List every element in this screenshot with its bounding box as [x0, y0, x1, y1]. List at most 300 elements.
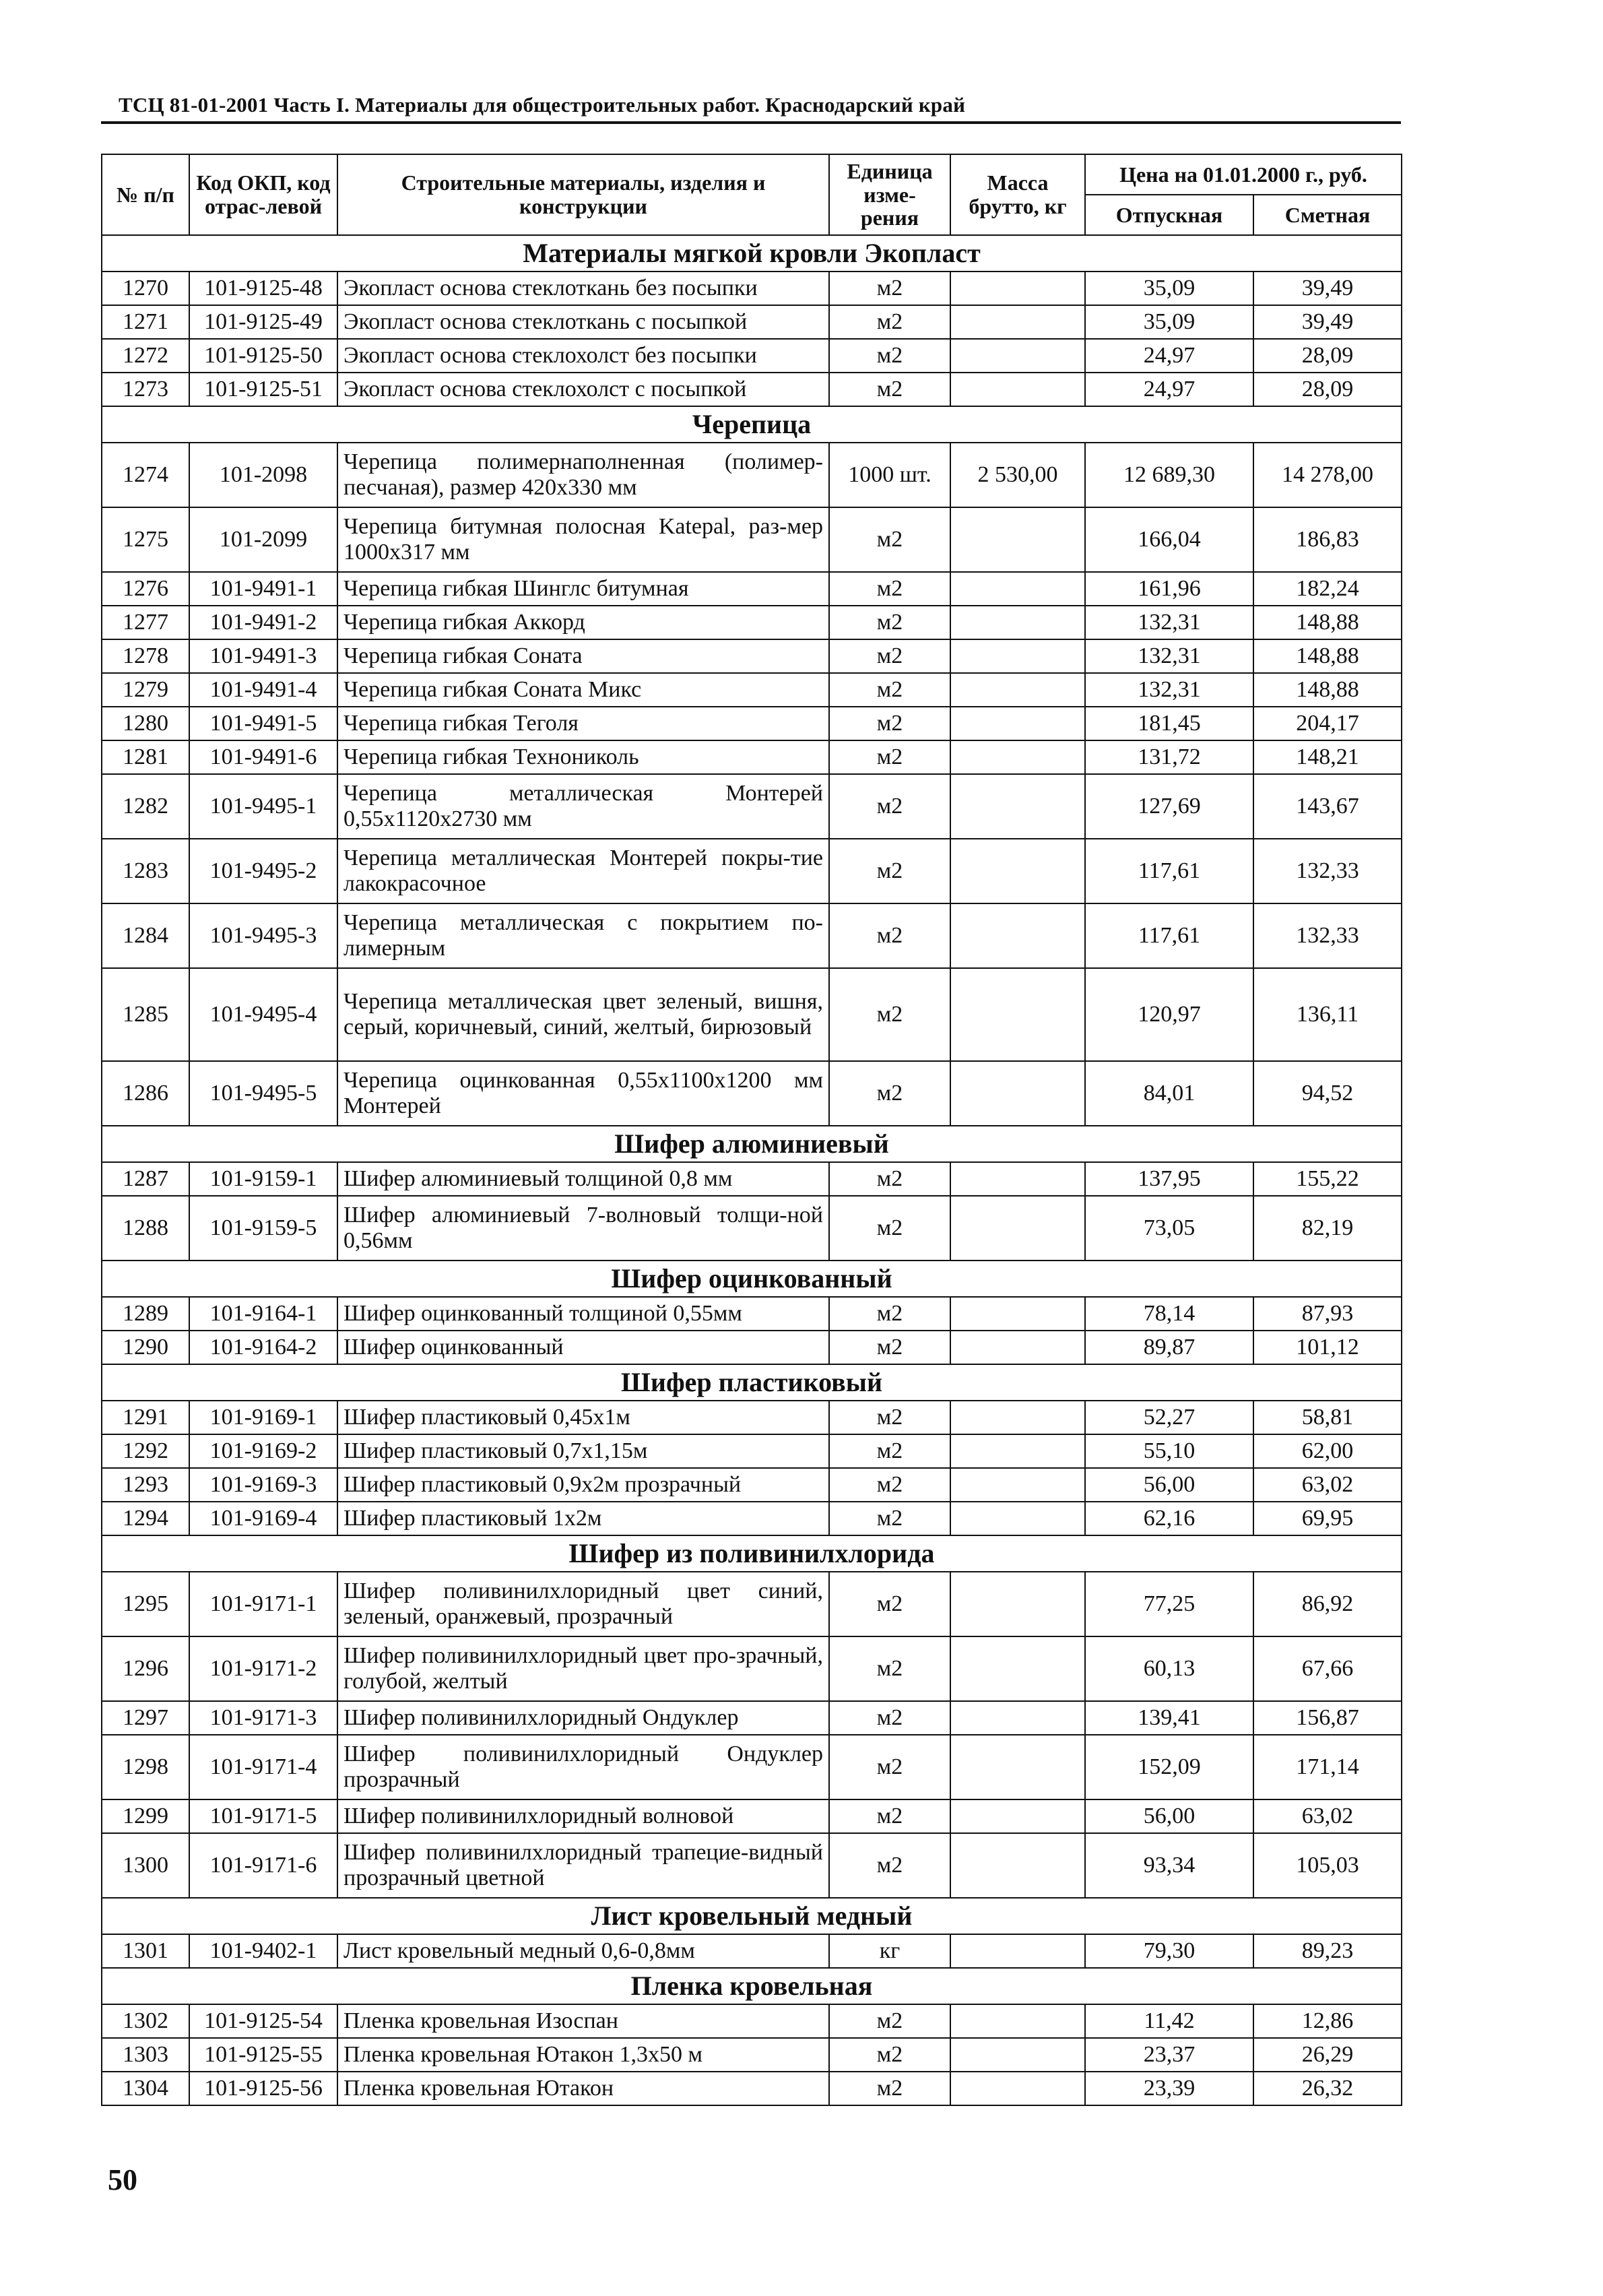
cell-name: Шифер пластиковый 0,9х2м прозрачный [337, 1468, 829, 1502]
table-row [102, 1934, 1402, 1968]
cell-code: 101-9171-1 [189, 1572, 337, 1636]
cell-name: Черепица гибкая Соната Микс [337, 673, 829, 707]
cell-unit: м2 [829, 673, 950, 707]
section-header-row [102, 1126, 1402, 1162]
cell-code: 101-9125-51 [189, 373, 337, 406]
section-header-row [102, 1535, 1402, 1572]
cell-price-release: 55,10 [1085, 1434, 1253, 1468]
cell-mass [950, 639, 1085, 673]
table-row [102, 373, 1402, 406]
table-row [102, 2072, 1402, 2105]
cell-price-estimate: 186,83 [1253, 507, 1402, 572]
cell-mass [950, 1799, 1085, 1833]
cell-code: 101-9491-1 [189, 572, 337, 606]
cell-code: 101-9169-3 [189, 1468, 337, 1502]
cell-name: Шифер пластиковый 0,7х1,15м [337, 1434, 829, 1468]
col-header-mass: Масса брутто, кг [950, 154, 1085, 235]
cell-unit: м2 [829, 1297, 950, 1331]
cell-unit: м2 [829, 507, 950, 572]
cell-price-release: 139,41 [1085, 1701, 1253, 1735]
cell-name: Черепица полимернаполненная (полимер-песчаная), размер 420х330 мм [337, 443, 829, 507]
table-row [102, 1434, 1402, 1468]
cell-code: 101-2098 [189, 443, 337, 507]
cell-mass [950, 606, 1085, 639]
section-title: Шифер оцинкованный [102, 1261, 1402, 1297]
cell-price-estimate: 204,17 [1253, 707, 1402, 740]
cell-num: 1273 [102, 373, 189, 406]
cell-code: 101-9495-1 [189, 774, 337, 839]
cell-mass [950, 774, 1085, 839]
cell-mass [950, 903, 1085, 968]
cell-price-estimate: 26,32 [1253, 2072, 1402, 2105]
cell-unit: м2 [829, 1502, 950, 1535]
cell-price-estimate: 148,88 [1253, 606, 1402, 639]
cell-price-release: 79,30 [1085, 1934, 1253, 1968]
cell-price-estimate: 155,22 [1253, 1162, 1402, 1196]
cell-unit: м2 [829, 903, 950, 968]
table-row [102, 774, 1402, 839]
cell-price-release: 131,72 [1085, 740, 1253, 774]
cell-code: 101-9491-3 [189, 639, 337, 673]
cell-code: 101-9495-4 [189, 968, 337, 1061]
cell-price-release: 60,13 [1085, 1636, 1253, 1701]
cell-price-estimate: 39,49 [1253, 272, 1402, 305]
section-header-row [102, 1968, 1402, 2004]
cell-mass [950, 1331, 1085, 1364]
section-header-row [102, 235, 1402, 272]
cell-unit: м2 [829, 1061, 950, 1126]
cell-name: Шифер поливинилхлоридный трапецие-видный прозрачный цветной [337, 1833, 829, 1898]
cell-price-release: 84,01 [1085, 1061, 1253, 1126]
col-header-num: № п/п [102, 154, 189, 235]
cell-code: 101-9171-6 [189, 1833, 337, 1898]
cell-price-release: 11,42 [1085, 2004, 1253, 2038]
cell-unit: м2 [829, 968, 950, 1061]
cell-price-release: 24,97 [1085, 373, 1253, 406]
table-row [102, 707, 1402, 740]
cell-name: Шифер пластиковый 1х2м [337, 1502, 829, 1535]
cell-name: Шифер алюминиевый 7-волновый толщи-ной 0,56мм [337, 1196, 829, 1261]
cell-mass [950, 305, 1085, 339]
cell-price-release: 120,97 [1085, 968, 1253, 1061]
cell-unit: м2 [829, 1799, 950, 1833]
cell-num: 1300 [102, 1833, 189, 1898]
col-header-code: Код ОКП, код отрас-левой [189, 154, 337, 235]
cell-price-estimate: 105,03 [1253, 1833, 1402, 1898]
cell-num: 1285 [102, 968, 189, 1061]
cell-num: 1303 [102, 2038, 189, 2072]
cell-price-release: 152,09 [1085, 1735, 1253, 1799]
cell-mass [950, 1468, 1085, 1502]
cell-unit: м2 [829, 2038, 950, 2072]
cell-unit: м2 [829, 1331, 950, 1364]
cell-price-estimate: 39,49 [1253, 305, 1402, 339]
cell-name: Экопласт основа стеклоткань без посыпки [337, 272, 829, 305]
cell-num: 1290 [102, 1331, 189, 1364]
cell-num: 1286 [102, 1061, 189, 1126]
cell-price-estimate: 148,88 [1253, 639, 1402, 673]
cell-price-release: 137,95 [1085, 1162, 1253, 1196]
table-row [102, 339, 1402, 373]
cell-num: 1276 [102, 572, 189, 606]
cell-num: 1278 [102, 639, 189, 673]
cell-price-estimate: 63,02 [1253, 1799, 1402, 1833]
cell-name: Черепица гибкая Теголя [337, 707, 829, 740]
cell-price-estimate: 171,14 [1253, 1735, 1402, 1799]
cell-unit: м2 [829, 839, 950, 903]
cell-code: 101-9125-56 [189, 2072, 337, 2105]
cell-num: 1288 [102, 1196, 189, 1261]
table-row [102, 968, 1402, 1061]
header-rule [101, 121, 1401, 124]
cell-code: 101-9491-5 [189, 707, 337, 740]
cell-unit: м2 [829, 1735, 950, 1799]
cell-mass [950, 1934, 1085, 1968]
cell-price-estimate: 101,12 [1253, 1331, 1402, 1364]
cell-price-estimate: 12,86 [1253, 2004, 1402, 2038]
cell-num: 1296 [102, 1636, 189, 1701]
cell-price-estimate: 89,23 [1253, 1934, 1402, 1968]
cell-price-estimate: 94,52 [1253, 1061, 1402, 1126]
cell-price-estimate: 69,95 [1253, 1502, 1402, 1535]
cell-num: 1280 [102, 707, 189, 740]
cell-price-estimate: 132,33 [1253, 903, 1402, 968]
cell-unit: м2 [829, 572, 950, 606]
cell-mass [950, 1502, 1085, 1535]
cell-mass [950, 1701, 1085, 1735]
cell-price-release: 35,09 [1085, 272, 1253, 305]
cell-name: Экопласт основа стеклохолст с посыпкой [337, 373, 829, 406]
cell-mass [950, 707, 1085, 740]
cell-unit: м2 [829, 606, 950, 639]
section-title: Шифер алюминиевый [102, 1126, 1402, 1162]
cell-price-estimate: 28,09 [1253, 339, 1402, 373]
table-row [102, 1502, 1402, 1535]
section-title: Черепица [102, 406, 1402, 443]
cell-name: Черепица металлическая Монтерей 0,55х1120х2730 мм [337, 774, 829, 839]
cell-unit: м2 [829, 305, 950, 339]
cell-code: 101-9171-2 [189, 1636, 337, 1701]
cell-price-release: 35,09 [1085, 305, 1253, 339]
cell-mass [950, 1297, 1085, 1331]
page-number: 50 [108, 2163, 137, 2196]
table-row [102, 2038, 1402, 2072]
cell-name: Экопласт основа стеклоткань с посыпкой [337, 305, 829, 339]
cell-price-release: 12 689,30 [1085, 443, 1253, 507]
cell-name: Шифер поливинилхлоридный Ондуклер прозрачный [337, 1735, 829, 1799]
table-row [102, 673, 1402, 707]
cell-mass [950, 2072, 1085, 2105]
cell-price-estimate: 87,93 [1253, 1297, 1402, 1331]
cell-mass [950, 1434, 1085, 1468]
cell-name: Шифер пластиковый 0,45х1м [337, 1401, 829, 1434]
cell-price-release: 117,61 [1085, 839, 1253, 903]
cell-price-release: 52,27 [1085, 1401, 1253, 1434]
cell-mass [950, 272, 1085, 305]
cell-num: 1293 [102, 1468, 189, 1502]
cell-num: 1301 [102, 1934, 189, 1968]
cell-num: 1282 [102, 774, 189, 839]
cell-price-release: 89,87 [1085, 1331, 1253, 1364]
cell-name: Черепица гибкая Технониколь [337, 740, 829, 774]
cell-mass [950, 572, 1085, 606]
cell-unit: м2 [829, 1572, 950, 1636]
table-row [102, 2004, 1402, 2038]
cell-price-release: 56,00 [1085, 1799, 1253, 1833]
table-row [102, 1572, 1402, 1636]
cell-price-estimate: 14 278,00 [1253, 443, 1402, 507]
cell-code: 101-9169-4 [189, 1502, 337, 1535]
cell-code: 101-9495-5 [189, 1061, 337, 1126]
cell-price-release: 166,04 [1085, 507, 1253, 572]
table-row [102, 1735, 1402, 1799]
cell-price-estimate: 58,81 [1253, 1401, 1402, 1434]
cell-price-estimate: 62,00 [1253, 1434, 1402, 1468]
cell-unit: м2 [829, 2072, 950, 2105]
cell-mass [950, 1735, 1085, 1799]
cell-code: 101-9159-1 [189, 1162, 337, 1196]
cell-price-release: 24,97 [1085, 339, 1253, 373]
cell-unit: м2 [829, 1434, 950, 1468]
table-row [102, 1799, 1402, 1833]
cell-price-release: 181,45 [1085, 707, 1253, 740]
section-title: Лист кровельный медный [102, 1898, 1402, 1934]
table-row [102, 1162, 1402, 1196]
cell-num: 1284 [102, 903, 189, 968]
cell-num: 1289 [102, 1297, 189, 1331]
cell-code: 101-9164-2 [189, 1331, 337, 1364]
cell-unit: м2 [829, 1162, 950, 1196]
cell-price-estimate: 156,87 [1253, 1701, 1402, 1735]
cell-code: 101-9491-4 [189, 673, 337, 707]
col-header-price-release: Отпускная [1085, 195, 1253, 235]
cell-name: Пленка кровельная Ютакон 1,3х50 м [337, 2038, 829, 2072]
table-body [102, 235, 1402, 2105]
table-row [102, 1297, 1402, 1331]
col-header-price-group: Цена на 01.01.2000 г., руб. [1085, 154, 1402, 195]
cell-price-release: 23,39 [1085, 2072, 1253, 2105]
cell-name: Черепица гибкая Соната [337, 639, 829, 673]
cell-price-release: 132,31 [1085, 606, 1253, 639]
cell-price-estimate: 67,66 [1253, 1636, 1402, 1701]
cell-unit: м2 [829, 1636, 950, 1701]
cell-unit: м2 [829, 1701, 950, 1735]
cell-num: 1302 [102, 2004, 189, 2038]
table-row [102, 606, 1402, 639]
cell-name: Черепица металлическая Монтерей покры-тие лакокрасочное [337, 839, 829, 903]
cell-name: Пленка кровельная Ютакон [337, 2072, 829, 2105]
cell-unit: м2 [829, 639, 950, 673]
cell-mass [950, 740, 1085, 774]
cell-mass [950, 673, 1085, 707]
cell-price-estimate: 26,29 [1253, 2038, 1402, 2072]
cell-price-release: 132,31 [1085, 673, 1253, 707]
cell-price-estimate: 148,21 [1253, 740, 1402, 774]
col-header-price-estimate: Сметная [1253, 195, 1402, 235]
cell-unit: кг [829, 1934, 950, 1968]
table-row [102, 272, 1402, 305]
cell-num: 1274 [102, 443, 189, 507]
cell-price-release: 117,61 [1085, 903, 1253, 968]
col-header-unit: Единица изме-рения [829, 154, 950, 235]
section-title: Шифер пластиковый [102, 1364, 1402, 1401]
cell-price-estimate: 148,88 [1253, 673, 1402, 707]
table-row [102, 639, 1402, 673]
cell-code: 101-9125-48 [189, 272, 337, 305]
cell-price-release: 56,00 [1085, 1468, 1253, 1502]
cell-price-release: 127,69 [1085, 774, 1253, 839]
cell-code: 101-9125-55 [189, 2038, 337, 2072]
cell-num: 1277 [102, 606, 189, 639]
cell-name: Шифер оцинкованный толщиной 0,55мм [337, 1297, 829, 1331]
cell-price-estimate: 82,19 [1253, 1196, 1402, 1261]
cell-unit: м2 [829, 373, 950, 406]
header-row-1 [102, 154, 1402, 195]
cell-num: 1297 [102, 1701, 189, 1735]
cell-price-estimate: 86,92 [1253, 1572, 1402, 1636]
section-title: Пленка кровельная [102, 1968, 1402, 2004]
cell-name: Шифер поливинилхлоридный цвет про-зрачный, голубой, желтый [337, 1636, 829, 1701]
cell-name: Пленка кровельная Изоспан [337, 2004, 829, 2038]
cell-mass [950, 507, 1085, 572]
cell-code: 101-2099 [189, 507, 337, 572]
table-row [102, 1196, 1402, 1261]
cell-name: Шифер поливинилхлоридный волновой [337, 1799, 829, 1833]
cell-price-release: 161,96 [1085, 572, 1253, 606]
cell-num: 1304 [102, 2072, 189, 2105]
cell-price-release: 132,31 [1085, 639, 1253, 673]
cell-name: Шифер оцинкованный [337, 1331, 829, 1364]
table-row [102, 443, 1402, 507]
cell-unit: м2 [829, 2004, 950, 2038]
page-header-title: ТСЦ 81-01-2001 Часть I. Материалы для общестроительных работ. Краснодарский край [119, 93, 966, 117]
cell-name: Черепица гибкая Шинглс битумная [337, 572, 829, 606]
table-row [102, 305, 1402, 339]
cell-name: Черепица оцинкованная 0,55х1100х1200 мм Монтерей [337, 1061, 829, 1126]
cell-price-release: 23,37 [1085, 2038, 1253, 2072]
cell-price-release: 62,16 [1085, 1502, 1253, 1535]
cell-price-estimate: 132,33 [1253, 839, 1402, 903]
cell-code: 101-9164-1 [189, 1297, 337, 1331]
cell-mass [950, 1061, 1085, 1126]
table-row [102, 507, 1402, 572]
table-row [102, 572, 1402, 606]
cell-mass [950, 373, 1085, 406]
table-row [102, 903, 1402, 968]
table-row [102, 1401, 1402, 1434]
cell-name: Черепица битумная полосная Katepal, раз-мер 1000х317 мм [337, 507, 829, 572]
cell-num: 1279 [102, 673, 189, 707]
cell-name: Лист кровельный медный 0,6-0,8мм [337, 1934, 829, 1968]
section-title: Материалы мягкой кровли Экопласт [102, 235, 1402, 272]
table-row [102, 1331, 1402, 1364]
cell-price-release: 78,14 [1085, 1297, 1253, 1331]
table-row [102, 1833, 1402, 1898]
cell-price-estimate: 28,09 [1253, 373, 1402, 406]
section-header-row [102, 1364, 1402, 1401]
cell-num: 1291 [102, 1401, 189, 1434]
cell-num: 1270 [102, 272, 189, 305]
cell-code: 101-9169-2 [189, 1434, 337, 1468]
cell-mass [950, 1833, 1085, 1898]
cell-name: Черепица металлическая цвет зеленый, вишня, серый, коричневый, синий, желтый, бирюзовый [337, 968, 829, 1061]
section-header-row [102, 1261, 1402, 1297]
cell-code: 101-9171-3 [189, 1701, 337, 1735]
cell-code: 101-9159-5 [189, 1196, 337, 1261]
cell-mass [950, 2004, 1085, 2038]
cell-unit: м2 [829, 1833, 950, 1898]
cell-num: 1299 [102, 1799, 189, 1833]
cell-name: Черепица металлическая с покрытием по-лимерным [337, 903, 829, 968]
cell-mass [950, 839, 1085, 903]
cell-code: 101-9125-50 [189, 339, 337, 373]
cell-price-release: 73,05 [1085, 1196, 1253, 1261]
cell-mass [950, 2038, 1085, 2072]
section-title: Шифер из поливинилхлорида [102, 1535, 1402, 1572]
cell-code: 101-9125-54 [189, 2004, 337, 2038]
cell-mass [950, 1401, 1085, 1434]
cell-name: Экопласт основа стеклохолст без посыпки [337, 339, 829, 373]
cell-name: Шифер алюминиевый толщиной 0,8 мм [337, 1162, 829, 1196]
cell-num: 1295 [102, 1572, 189, 1636]
cell-mass [950, 339, 1085, 373]
cell-num: 1294 [102, 1502, 189, 1535]
cell-unit: м2 [829, 774, 950, 839]
cell-name: Шифер поливинилхлоридный Ондуклер [337, 1701, 829, 1735]
cell-price-estimate: 136,11 [1253, 968, 1402, 1061]
cell-price-estimate: 182,24 [1253, 572, 1402, 606]
cell-code: 101-9495-2 [189, 839, 337, 903]
cell-num: 1287 [102, 1162, 189, 1196]
table-row [102, 1636, 1402, 1701]
cell-num: 1283 [102, 839, 189, 903]
cell-num: 1281 [102, 740, 189, 774]
cell-code: 101-9491-2 [189, 606, 337, 639]
cell-num: 1272 [102, 339, 189, 373]
cell-code: 101-9171-4 [189, 1735, 337, 1799]
cell-price-estimate: 63,02 [1253, 1468, 1402, 1502]
table-row [102, 740, 1402, 774]
cell-mass [950, 1162, 1085, 1196]
price-table [101, 154, 1402, 2106]
cell-mass [950, 1196, 1085, 1261]
cell-price-estimate: 143,67 [1253, 774, 1402, 839]
cell-mass [950, 1572, 1085, 1636]
cell-price-release: 77,25 [1085, 1572, 1253, 1636]
cell-unit: м2 [829, 1468, 950, 1502]
cell-code: 101-9491-6 [189, 740, 337, 774]
cell-unit: м2 [829, 1401, 950, 1434]
cell-name: Черепица гибкая Аккорд [337, 606, 829, 639]
section-header-row [102, 1898, 1402, 1934]
cell-num: 1275 [102, 507, 189, 572]
cell-unit: 1000 шт. [829, 443, 950, 507]
table-row [102, 1468, 1402, 1502]
cell-unit: м2 [829, 1196, 950, 1261]
cell-unit: м2 [829, 707, 950, 740]
table-row [102, 1061, 1402, 1126]
cell-mass [950, 968, 1085, 1061]
col-header-name: Строительные материалы, изделия и конструкции [337, 154, 829, 235]
table-row [102, 839, 1402, 903]
cell-mass: 2 530,00 [950, 443, 1085, 507]
cell-code: 101-9402-1 [189, 1934, 337, 1968]
cell-num: 1292 [102, 1434, 189, 1468]
cell-unit: м2 [829, 740, 950, 774]
cell-num: 1271 [102, 305, 189, 339]
section-header-row [102, 406, 1402, 443]
cell-num: 1298 [102, 1735, 189, 1799]
